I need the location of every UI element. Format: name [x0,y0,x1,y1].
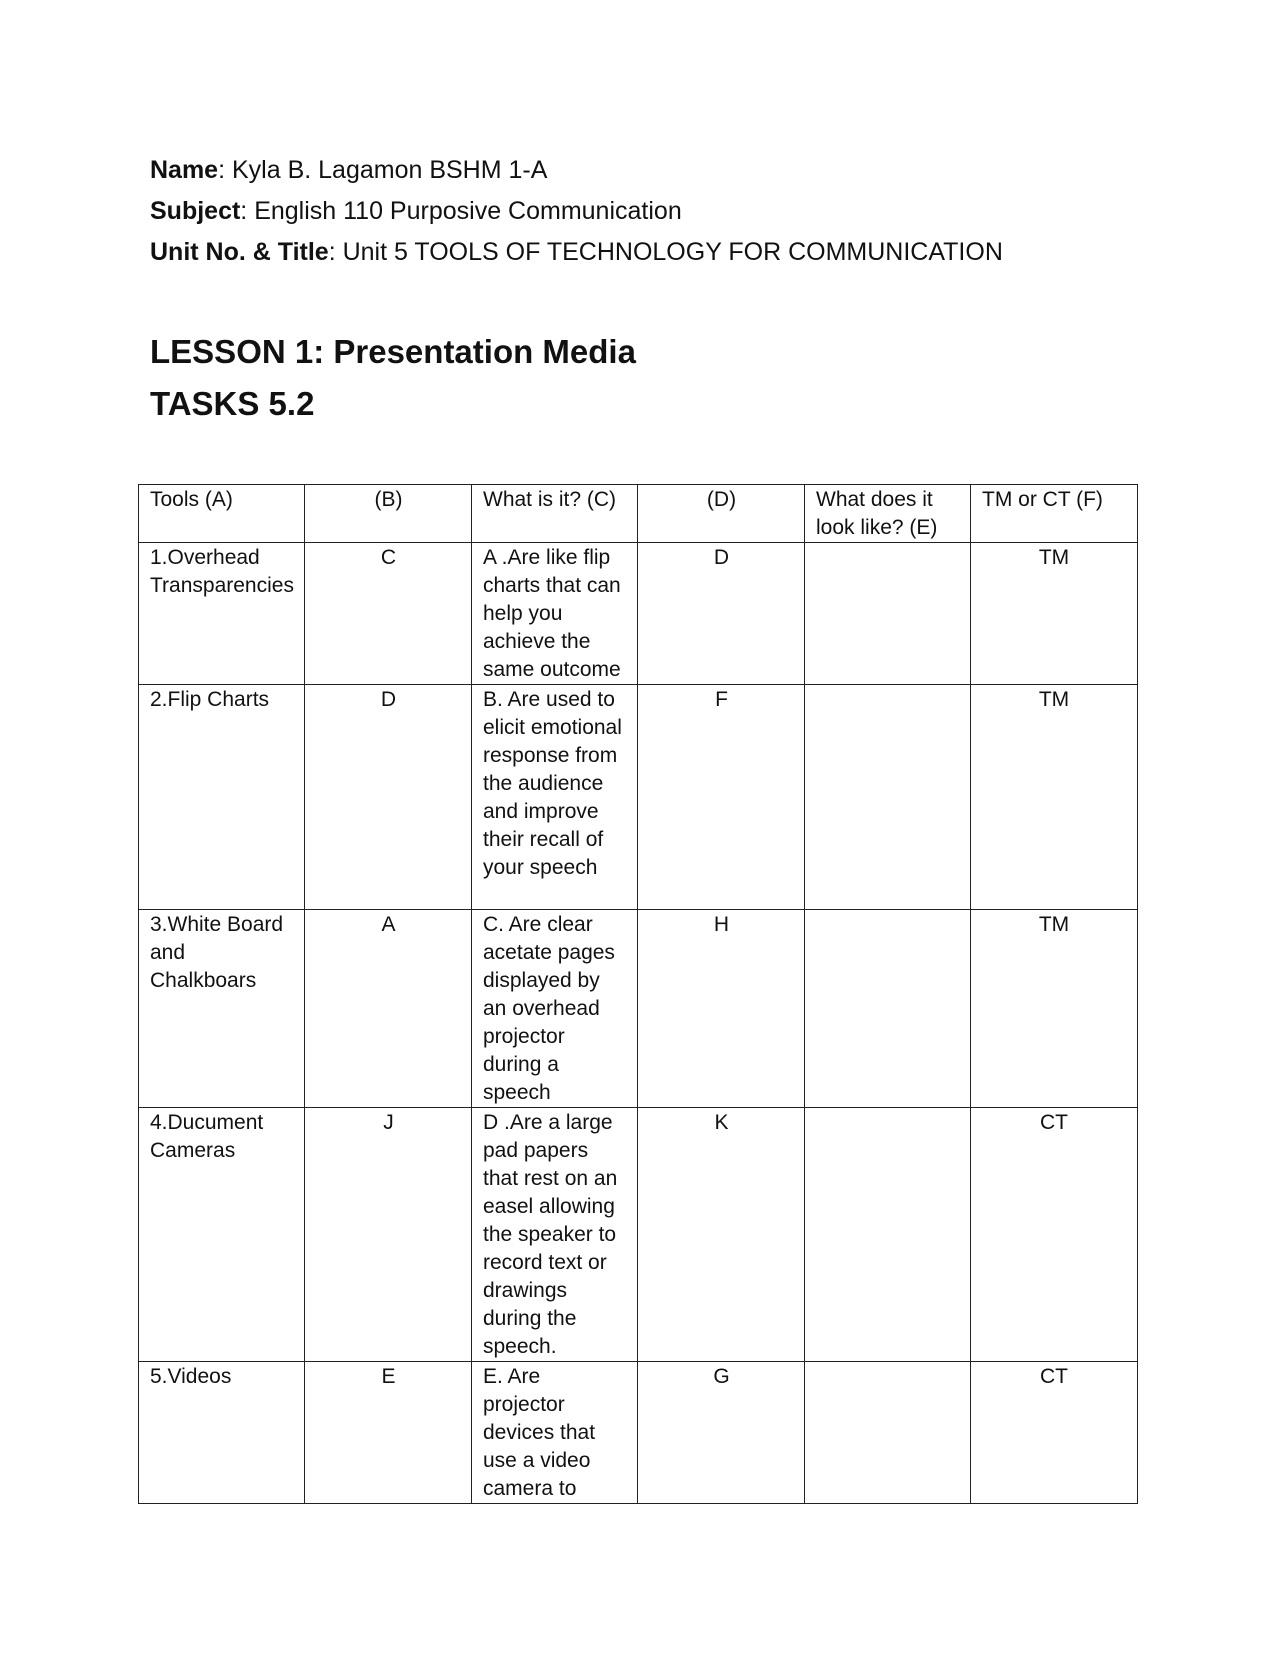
answer-b-cell: D [305,685,472,910]
tasks-table [138,484,1138,1504]
definition-cell: D .Are a large pad papers that rest on an easel allowing the speaker to record text or drawings during the speech. [472,1108,638,1362]
table-row [139,543,1138,685]
unit-value: : Unit 5 TOOLS OF TECHNOLOGY FOR COMMUNICATION [328,238,1003,266]
tool-cell: 3.White Board and Chalkboars [139,910,305,1108]
definition-cell: B. Are used to elicit emotional response from the audience and improve their recall of your speech [472,685,638,910]
name-value: : Kyla B. Lagamon BSHM 1-A [218,156,548,184]
name-label: Name [150,156,219,184]
column-header-what: What is it? (C) [472,485,638,543]
definition-cell: A .Are like flip charts that can help you achieve the same outcome [472,543,638,685]
tasks-title: TASKS 5.2 [150,385,315,422]
tool-cell: 2.Flip Charts [139,685,305,910]
answer-d-cell: H [638,910,805,1108]
look-cell [805,910,971,1108]
answer-d-cell: G [638,1362,805,1504]
look-cell [805,1362,971,1504]
column-header-b: (B) [305,485,472,543]
column-header-d: (D) [638,485,805,543]
column-header-tools: Tools (A) [139,485,305,543]
definition-cell: C. Are clear acetate pages displayed by an overhead projector during a speech [472,910,638,1108]
answer-d-cell: F [638,685,805,910]
unit-line [150,232,1003,273]
column-header-f: TM or CT (F) [971,485,1138,543]
look-cell [805,685,971,910]
look-cell [805,1108,971,1362]
table-row [139,1362,1138,1504]
answer-b-cell: C [305,543,472,685]
tool-cell: 1.Overhead Transparencies [139,543,305,685]
tool-cell: 4.Ducument Cameras [139,1108,305,1362]
tool-cell: 5.Videos [139,1362,305,1504]
answer-b-cell: E [305,1362,472,1504]
name-line [150,150,1003,191]
table-row [139,910,1138,1108]
column-header-look: What does it look like? (E) [805,485,971,543]
answer-b-cell: A [305,910,472,1108]
answer-f-cell: TM [971,685,1138,910]
answer-d-cell: K [638,1108,805,1362]
answer-f-cell: CT [971,1362,1138,1504]
definition-cell: E. Are projector devices that use a video camera to [472,1362,638,1504]
subject-line [150,191,1003,232]
look-cell [805,543,971,685]
unit-label: Unit No. & Title [150,238,329,266]
answer-f-cell: TM [971,910,1138,1108]
table-header-row [139,485,1138,543]
subject-label: Subject [150,197,241,225]
subject-value: : English 110 Purposive Communication [240,197,682,225]
answer-f-cell: CT [971,1108,1138,1362]
lesson-title: LESSON 1: Presentation Media [150,333,636,370]
answer-f-cell: TM [971,543,1138,685]
answer-d-cell: D [638,543,805,685]
student-info [150,150,1003,273]
answer-b-cell: J [305,1108,472,1362]
table-row [139,685,1138,910]
table-row [139,1108,1138,1362]
